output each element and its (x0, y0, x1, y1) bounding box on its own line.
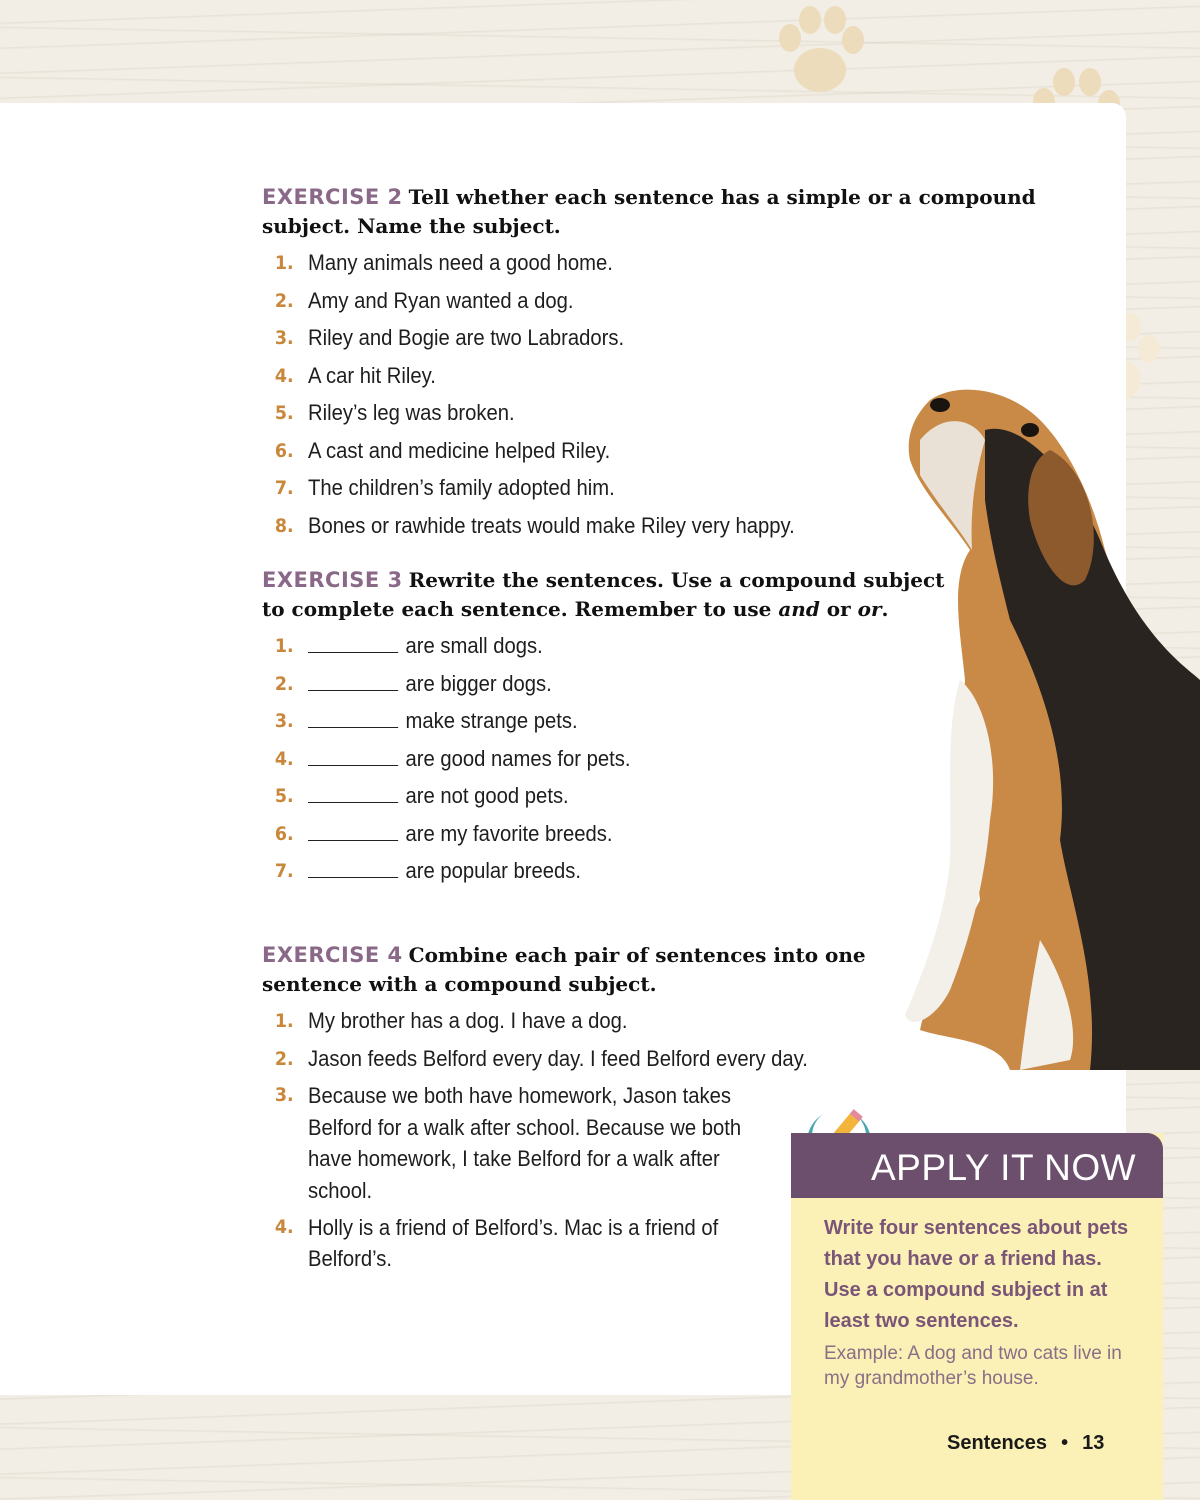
item-number: 1. (274, 1010, 294, 1032)
item-text: are good names for pets. (405, 745, 631, 771)
list-item (262, 285, 1007, 317)
emphasis-or: or (857, 597, 882, 621)
item-text: are not good pets. (405, 783, 569, 808)
paw-print-icon (765, 0, 875, 110)
list-item (262, 1080, 777, 1206)
item-text: Bones or rawhide treats would make Riley very happy. (308, 512, 795, 538)
item-text: Many animals need a good home. (308, 250, 613, 275)
item-number: 1. (274, 635, 294, 657)
exercise-instruction: Tell whether each sentence has a simple or a compound subject. Name the subject. (262, 185, 1036, 238)
list-item (262, 247, 1007, 279)
item-text: make strange pets. (405, 708, 578, 733)
item-number: 1. (274, 252, 294, 274)
item-number: 4. (274, 747, 294, 770)
item-text: are small dogs. (405, 633, 543, 658)
exercise-instruction-or-prefix: or (819, 597, 858, 621)
footer-separator: • (1061, 1432, 1069, 1454)
exercise-heading (262, 566, 952, 624)
exercise-instruction: Combine each pair of sentences into one sentence with a compound subject. (262, 943, 866, 996)
item-number: 5. (274, 402, 294, 424)
exercise-heading (262, 183, 1072, 241)
item-number: 8. (274, 514, 294, 537)
exercise-label: EXERCISE 3 (262, 568, 403, 592)
item-text: My brother has a dog. I have a dog. (308, 1008, 628, 1033)
item-text: are my favorite breeds. (405, 820, 613, 846)
exercise-label: EXERCISE 4 (262, 943, 403, 967)
page-number: 13 (1082, 1432, 1105, 1454)
item-text: Amy and Ryan wanted a dog. (308, 287, 574, 313)
answer-blank[interactable] (308, 784, 398, 803)
answer-blank[interactable] (308, 747, 398, 766)
item-number: 3. (274, 1084, 294, 1106)
section-name: Sentences (947, 1432, 1048, 1454)
item-number: 6. (274, 822, 294, 845)
answer-blank[interactable] (308, 672, 398, 691)
item-number: 7. (274, 477, 294, 499)
item-number: 4. (274, 364, 294, 387)
item-number: 2. (274, 289, 294, 312)
exercise-instruction-end: . (881, 597, 889, 621)
exercise-heading (262, 941, 902, 999)
item-text: Riley’s leg was broken. (308, 400, 515, 425)
item-number: 3. (274, 710, 294, 732)
apply-title-bar (791, 1133, 1163, 1198)
item-number: 5. (274, 785, 294, 807)
apply-example: Example: A dog and two cats live in my grandmother’s house. (824, 1343, 1122, 1389)
item-text: are popular breeds. (405, 858, 582, 883)
apply-prompt: Write four sentences about pets that you have or a friend has. Use a compound subject in at least two sentences. (824, 1217, 1129, 1332)
item-text: A cast and medicine helped Riley. (308, 437, 611, 463)
item-number: 6. (274, 439, 294, 462)
item-text: are bigger dogs. (405, 670, 552, 696)
exercise-label: EXERCISE 2 (262, 185, 403, 209)
item-number: 2. (274, 1047, 294, 1070)
item-text: Holly is a friend of Belford’s. Mac is a friend of Belford’s. (308, 1214, 719, 1271)
item-text: A car hit Riley. (308, 362, 436, 388)
apply-title: APPLY IT NOW (871, 1147, 1137, 1188)
list-item (262, 1212, 759, 1275)
answer-blank[interactable] (308, 859, 398, 878)
item-number: 2. (274, 672, 294, 695)
item-text: The children’s family adopted him. (308, 475, 615, 500)
page-footer (947, 1432, 1104, 1455)
answer-blank[interactable] (308, 634, 398, 653)
emphasis-and: and (778, 597, 820, 621)
item-text: Jason feeds Belford every day. I feed Belford every day. (308, 1045, 808, 1071)
item-text: Because we both have homework, Jason takes Belford for a walk after school. Because we both have homework, I take Belford for a walk after school. (308, 1083, 742, 1203)
beagle-puppy-image (890, 380, 1200, 1070)
answer-blank[interactable] (308, 709, 398, 728)
item-number: 3. (274, 327, 294, 349)
item-number: 4. (274, 1215, 294, 1238)
item-number: 7. (274, 860, 294, 882)
item-text: Riley and Bogie are two Labradors. (308, 325, 625, 350)
list-item (262, 322, 1007, 354)
exercise-instruction: Rewrite the sentences. Use a compound subject to complete each sentence. Remember to use (262, 568, 945, 621)
answer-blank[interactable] (308, 822, 398, 841)
